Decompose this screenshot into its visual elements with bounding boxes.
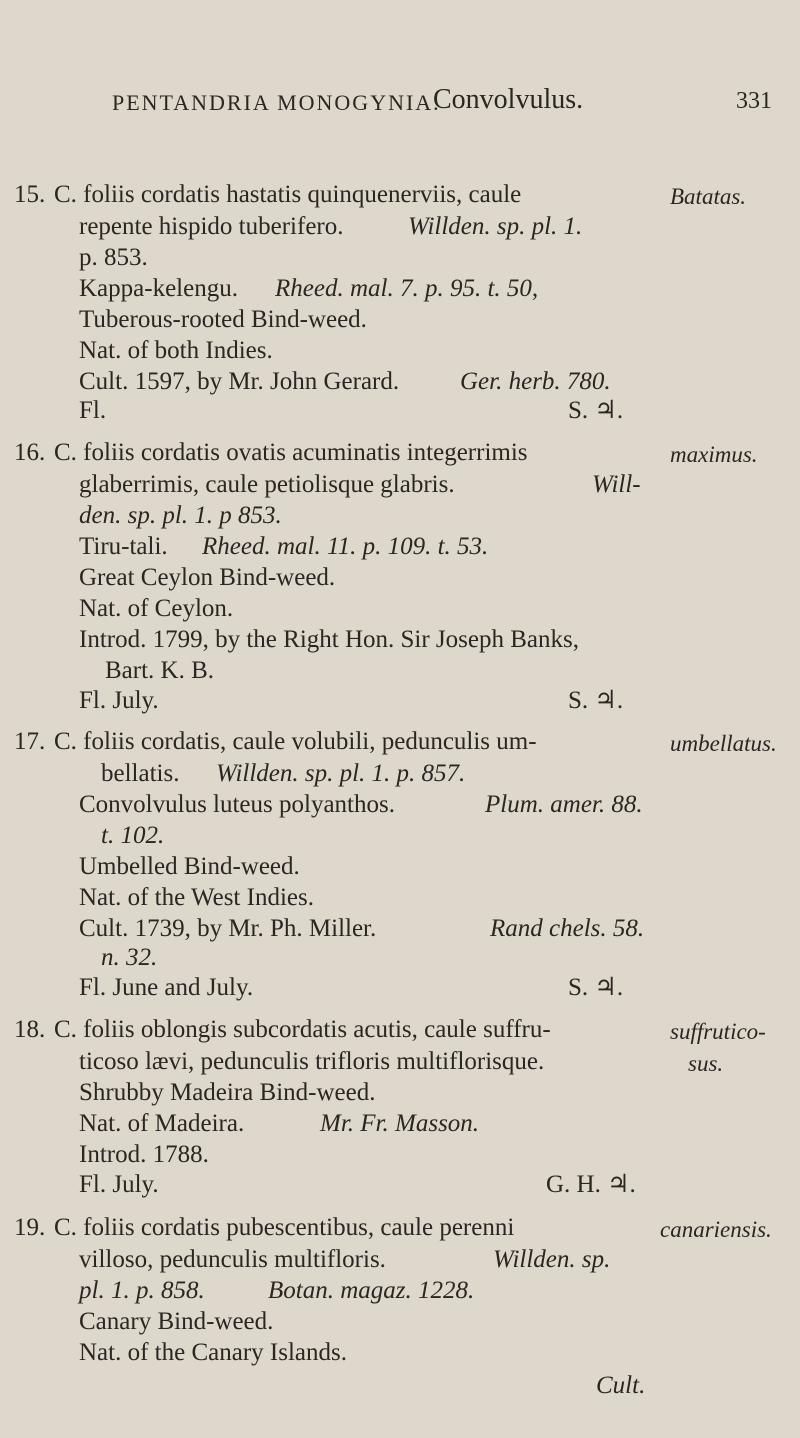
entry-line: villoso, pedunculis multifloris. bbox=[79, 1246, 386, 1273]
duration-status: S. ♃. bbox=[568, 687, 624, 714]
species-name: canariensis. bbox=[660, 1217, 772, 1242]
entry-line: Shrubby Madeira Bind-weed. bbox=[79, 1079, 376, 1106]
reference-italic: Will- bbox=[592, 471, 641, 498]
entry-line: Nat. of the West Indies. bbox=[79, 884, 314, 911]
entry-line: glaberrimis, caule petiolisque glabris. bbox=[79, 471, 455, 498]
reference-italic: Botan. magaz. 1228. bbox=[268, 1277, 475, 1304]
entry-first-line: C. foliis cordatis pubescentibus, caule perenni bbox=[54, 1214, 515, 1241]
entry-line: pl. 1. p. 858. bbox=[79, 1277, 205, 1304]
reference-italic: Rheed. mal. 7. p. 95. t. 50, bbox=[275, 275, 539, 302]
entry-first-line: C. foliis oblongis subcordatis acutis, caule suffru- bbox=[54, 1016, 551, 1043]
species-name: umbellatus. bbox=[670, 731, 777, 756]
entry-number: 15. bbox=[14, 181, 46, 208]
catchword: Cult. bbox=[596, 1372, 646, 1399]
entry-first-line: C. foliis cordatis, caule volubili, pedunculis um- bbox=[54, 728, 537, 755]
reference-italic: Willden. sp. bbox=[493, 1246, 611, 1273]
entry-first-line: C. foliis cordatis ovatis acuminatis integerrimis bbox=[54, 439, 528, 466]
reference-italic: Mr. Fr. Masson. bbox=[320, 1110, 480, 1137]
entry-line: Fl. June and July. bbox=[79, 974, 254, 1001]
entry-line: Nat. of both Indies. bbox=[79, 337, 273, 364]
entry-line: Umbelled Bind-weed. bbox=[79, 853, 300, 880]
page-number: 331 bbox=[736, 88, 772, 114]
duration-status: G. H. ♃. bbox=[546, 1171, 636, 1198]
species-name: maximus. bbox=[670, 442, 758, 467]
running-header bbox=[0, 80, 800, 128]
entry-line: Canary Bind-weed. bbox=[79, 1308, 274, 1335]
entry-line: t. 102. bbox=[101, 822, 165, 849]
reference-italic: Rheed. mal. 11. p. 109. t. 53. bbox=[202, 533, 489, 560]
entry-line: repente hispido tuberifero. bbox=[79, 213, 344, 240]
reference-italic: Ger. herb. 780. bbox=[460, 368, 611, 395]
entry-line: ticoso lævi, pedunculis trifloris multiflorisque. bbox=[79, 1048, 545, 1075]
species-name: suffrutico- bbox=[670, 1019, 766, 1044]
entry-line: Tiru-tali. bbox=[79, 533, 168, 560]
entry-line: Bart. K. B. bbox=[105, 657, 215, 684]
entry-line: Cult. 1739, by Mr. Ph. Miller. bbox=[79, 915, 377, 942]
species-name-continued: sus. bbox=[688, 1051, 724, 1076]
entry-line: Introd. 1788. bbox=[79, 1141, 209, 1168]
header-class-order: PENTANDRIA MONOGYNIA. bbox=[112, 90, 441, 115]
entry-number: 18. bbox=[14, 1016, 46, 1043]
species-name: Batatas. bbox=[670, 184, 747, 209]
entry-line: p. 853. bbox=[79, 244, 148, 271]
entry-line: Nat. of Ceylon. bbox=[79, 595, 234, 622]
entry-line: Nat. of Madeira. bbox=[79, 1110, 245, 1137]
entry-line: Tuberous-rooted Bind-weed. bbox=[79, 306, 367, 333]
header-genus: Convolvulus. bbox=[433, 84, 584, 115]
entry-line: n. 32. bbox=[101, 944, 158, 971]
duration-status: S. ♃. bbox=[568, 974, 624, 1001]
entry-number: 16. bbox=[14, 439, 46, 466]
entry-line: Introd. 1799, by the Right Hon. Sir Joseph Banks, bbox=[79, 626, 579, 653]
reference-italic: Plum. amer. 88. bbox=[485, 791, 643, 818]
reference-italic: Willden. sp. pl. 1. p. 857. bbox=[216, 760, 466, 787]
entry-number: 17. bbox=[14, 728, 46, 755]
entry-line: Cult. 1597, by Mr. John Gerard. bbox=[79, 368, 400, 395]
entry-line: Fl. July. bbox=[79, 687, 159, 714]
duration-status: S. ♃. bbox=[568, 397, 624, 424]
entry-line: den. sp. pl. 1. p 853. bbox=[79, 502, 282, 529]
reference-italic: Rand chels. 58. bbox=[490, 915, 645, 942]
reference-italic: Willden. sp. pl. 1. bbox=[408, 213, 583, 240]
entry-line: Fl. bbox=[79, 397, 107, 424]
entry-line: Kappa-kelengu. bbox=[79, 275, 238, 302]
entry-line: Nat. of the Canary Islands. bbox=[79, 1339, 347, 1366]
entry-line: Great Ceylon Bind-weed. bbox=[79, 564, 336, 591]
entry-line: Fl. July. bbox=[79, 1171, 159, 1198]
entry-number: 19. bbox=[14, 1214, 46, 1241]
entry-first-line: C. foliis cordatis hastatis quinquenerviis, caule bbox=[54, 181, 522, 208]
entry-line: bellatis. bbox=[101, 760, 180, 787]
entry-line: Convolvulus luteus polyanthos. bbox=[79, 791, 395, 818]
